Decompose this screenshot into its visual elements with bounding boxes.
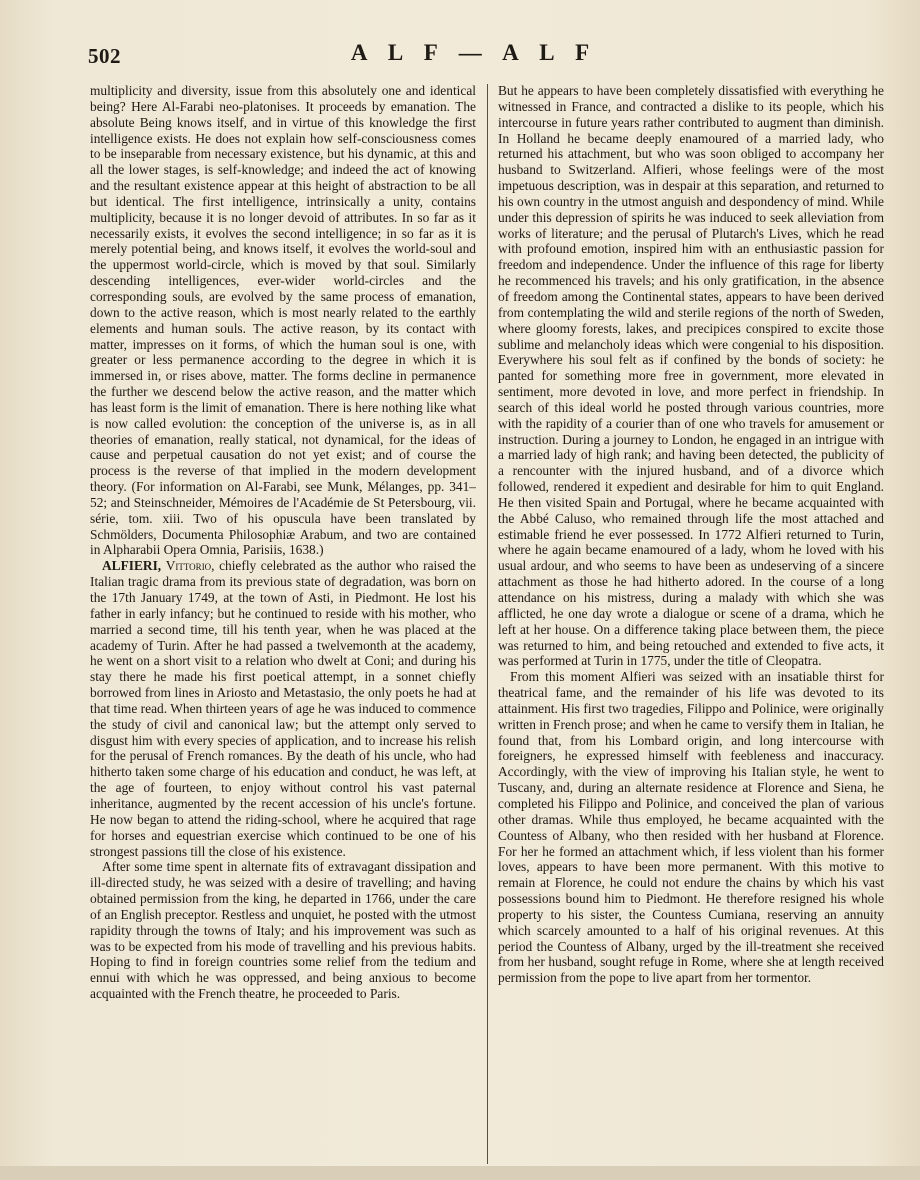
entry-headword: ALFIERI, — [102, 558, 162, 574]
left-column — [90, 83, 476, 1163]
page-number: 502 — [88, 44, 121, 68]
paragraph-alfieri-intro — [90, 558, 476, 859]
page-bottom-edge — [0, 1166, 920, 1180]
paragraph-travels: After some time spent in alternate fits of extravagant dissipation and ill-directed study, he was seized with a desire of travelling; and having obtained permission from the king, he departed in 1766, under the care of an English preceptor. Restless and unquiet, he posted with the utmost rapidity through the towns of Italy; and his improvement was such as was to be expected from his mode of travelling and his previous habits. Hoping to find in foreign countries some relief from the tedium and ennui with which he was oppressed, and being anxious to become acquainted with the French theatre, he proceeded to Paris. — [90, 859, 476, 1002]
right-column — [498, 83, 884, 1163]
paragraph-france-holland: But he appears to have been completely dissatisfied with everything he witnessed in France, and contracted a dislike to its people, which his intercourse in future years rather contributed to augment than diminish. In Holland he became deeply enamoured of a married lady, who returned his attachment, but who was soon obliged to accompany her husband to Switzerland. Alfieri, whose feelings were of the most impetuous description, was in despair at this separation, and returned to his own country in the utmost anguish and despondency of mind. While under this depression of spirits he was induced to seek alleviation from works of literature; and the perusal of Plutarch's Lives, which he read with profound emotion, inspired him with an enthusiastic passion for freedom and independence. Under the influence of this rage for liberty he recommenced his travels; and his only gratification, in the absence of freedom among the Continental states, appears to have been derived from contemplating the wild and sterile regions of the north of Sweden, where gloomy forests, lakes, and precipices conspired to excite those sublime and melancholy ideas which were congenial to his disposition. Everywhere his soul felt as if confined by the bonds of society: he panted for something more free in government, more elevated in sentiment, more devoted in love, and more perfect in friendship. In search of this ideal world he posted through various countries, more with the rapidity of a courier than of one who travels for amusement or instruction. During a journey to London, he engaged in an intrigue with a married lady of high rank; and having been detected, the publicity of a rencounter with the injured husband, and of a divorce which followed, rendered it expedient and desirable for him to quit England. He then visited Spain and Portugal, where he became acquainted with the Abbé Caluso, who remained through life the most attached and estimable friend he ever possessed. In 1772 Alfieri returned to Turin, where he again became enamoured of a lady, whom he loved with his usual ardour, and who seems to have been as undeserving of a sincere attachment as those he had hitherto adored. In the course of a long attendance on his mistress, during a malady with which she was afflicted, he one day wrote a dialogue or scene of a drama, which he left at her house. On a difference taking place between them, the piece was returned to him, and being retouched and extended to five acts, it was performed at Turin in 1775, under the title of Cleopatra. — [498, 83, 884, 669]
running-head: A L F — A L F — [350, 40, 598, 65]
paragraph-theatrical-fame: From this moment Alfieri was seized with an insatiable thirst for theatrical fame, and the remainder of his life was devoted to its attainment. His first two tragedies, Filippo and Polinice, were originally written in French prose; and when he came to versify them in Italian, he found that, from his Lombard origin, and long intercourse with foreigners, he expressed himself with feebleness and inaccuracy. Accordingly, with the view of improving his Italian style, he went to Tuscany, and, during an alternate residence at Florence and Siena, he completed his Filippo and Polinice, and conceived the plan of various other dramas. While thus employed, he became acquainted with the Countess of Albany, who then resided with her husband at Florence. For her he formed an attachment which, if less violent than his former loves, appears to have been more permanent. With this motive to remain at Florence, he could not endure the chains by which his vast possessions bound him to Piedmont. He therefore resigned his whole property to his sister, the Countess Cumiana, reserving an annuity which scarcely amounted to a half of his original revenues. At this period the Countess of Albany, urged by the ill-treatment she received from her husband, sought refuge in Rome, where she at length received permission from the pope to live apart from her tormentor. — [498, 669, 884, 986]
entry-forename: Vittorio, — [165, 558, 215, 574]
page-header — [88, 40, 860, 80]
paragraph-emanation: multiplicity and diversity, issue from this absolutely one and identical being? Here Al-Farabi neo-platonises. It proceeds by emanation. The absolute Being knows itself, and in virtue of this knowledge the first intelligence exists. He does not explain how self-consciousness comes to be inseparable from necessary existence, but his dynamic, at this and all the lower stages, is self-knowledge; and indeed the act of knowing and the resultant existence appear at this height of abstraction to be all but identical. The first intelligence, intrinsically a unity, contains multiplicity, because it is no longer devoid of attributes. In so far as it necessarily exists, it evolves the second intelligence; in so far as it is merely potential being, and knows itself, it evolves the world-soul and the uppermost world-circle, which is moved by that soul. Similarly descending intelligences, ever-wider world-circles and the corresponding souls, are evolved by the same process of emanation, down to the active reason, which is most nearly related to the earthly elements and human souls. The active reason, by its contact with matter, impresses on it forms, of which the human soul is one, with greater or less permanence according to the degree in which it is immersed in, or rises above, matter. The forms decline in permanence the further we descend below the active reason, and the matter which has least form is the limit of emanation. There is here nothing like what is now called evolution: the conception of the universe is, as in all theories of emanation, really statical, not dynamical, for the ideas of cause and perpetual causation do not yet exist; and of course the process is the reverse of that implied in the modern development theory. (For information on Al-Farabi, see Munk, Mélanges, pp. 341–52; and Steinschneider, Mémoires de l'Académie de St Petersbourg, vii. série, tom. xiii. Two of his opuscula have been translated by Schmölders, Documenta Philosophiæ Arabum, and two are contained in Alpharabii Opera Omnia, Parisiis, 1638.) — [90, 83, 476, 558]
entry-text: chiefly celebrated as the author who raised the Italian tragic drama from its previous state of degradation, was born on the 17th January 1749, at the town of Asti, in Piedmont. He lost his father in early infancy; but he continued to reside with his mother, who married a second time, till his tenth year, when he was placed at the academy of Turin. After he had passed a twelvemonth at the academy, he went on a short visit to a relation who dwelt at Coni; and during his stay there he made his first poetical attempt, in a sonnet chiefly borrowed from lines in Ariosto and Metastasio, the only poets he had at that time read. When thirteen years of age he was induced to commence the study of civil and canonical law; but the attempt only served to disgust him with every species of application, and to increase his relish for the perusal of French romances. By the death of his uncle, who had hitherto taken some charge of his education and conduct, he was left, at the age of fourteen, to enjoy without control his vast paternal inheritance, augmented by the recent accession of his uncle's fortune. He now began to attend the riding-school, where he acquired that rage for horses and equestrian exercise which continued to be one of his strongest passions till the close of his existence. — [90, 558, 476, 859]
column-divider — [487, 84, 488, 1164]
